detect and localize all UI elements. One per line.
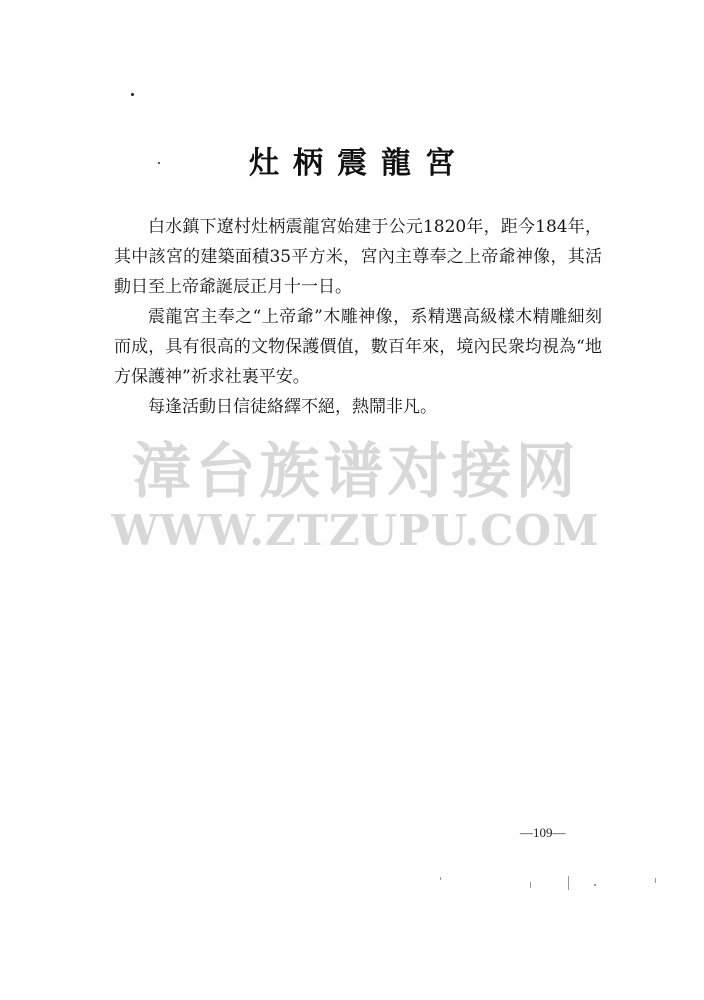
paragraph: 白水鎮下遼村灶柄震龍宮始建于公元1820年，距今184年，其中該宮的建築面積35平方米，宮內主尊奉之上帝爺神像，其活動日至上帝爺誕辰正月十一日。 (114, 217, 602, 297)
watermark (103, 438, 608, 558)
watermark-url: WWW.ZTZUPU.COM (111, 506, 600, 555)
scan-artifact (440, 877, 441, 880)
scan-artifact (655, 878, 656, 883)
paragraph: 每逢活動日信徒絡繹不絕，熱鬧非凡。 (148, 397, 437, 417)
body-text (114, 212, 602, 422)
page-number: —109— (520, 825, 566, 840)
scan-artifact (594, 884, 596, 886)
watermark-chinese: 漳台族谱对接网 (131, 437, 580, 507)
scan-speck (131, 93, 134, 96)
scan-artifact (568, 876, 569, 890)
page-title: 灶柄震龍宮 (249, 146, 469, 181)
scan-artifact (530, 882, 531, 888)
paragraph: 震龍宮主奉之“上帝爺”木雕神像，系精選高級樣木精雕細刻而成，具有很高的文物保護價值，數百年來，境內民衆均視為“地方保護神”祈求社裏平安。 (114, 307, 602, 387)
